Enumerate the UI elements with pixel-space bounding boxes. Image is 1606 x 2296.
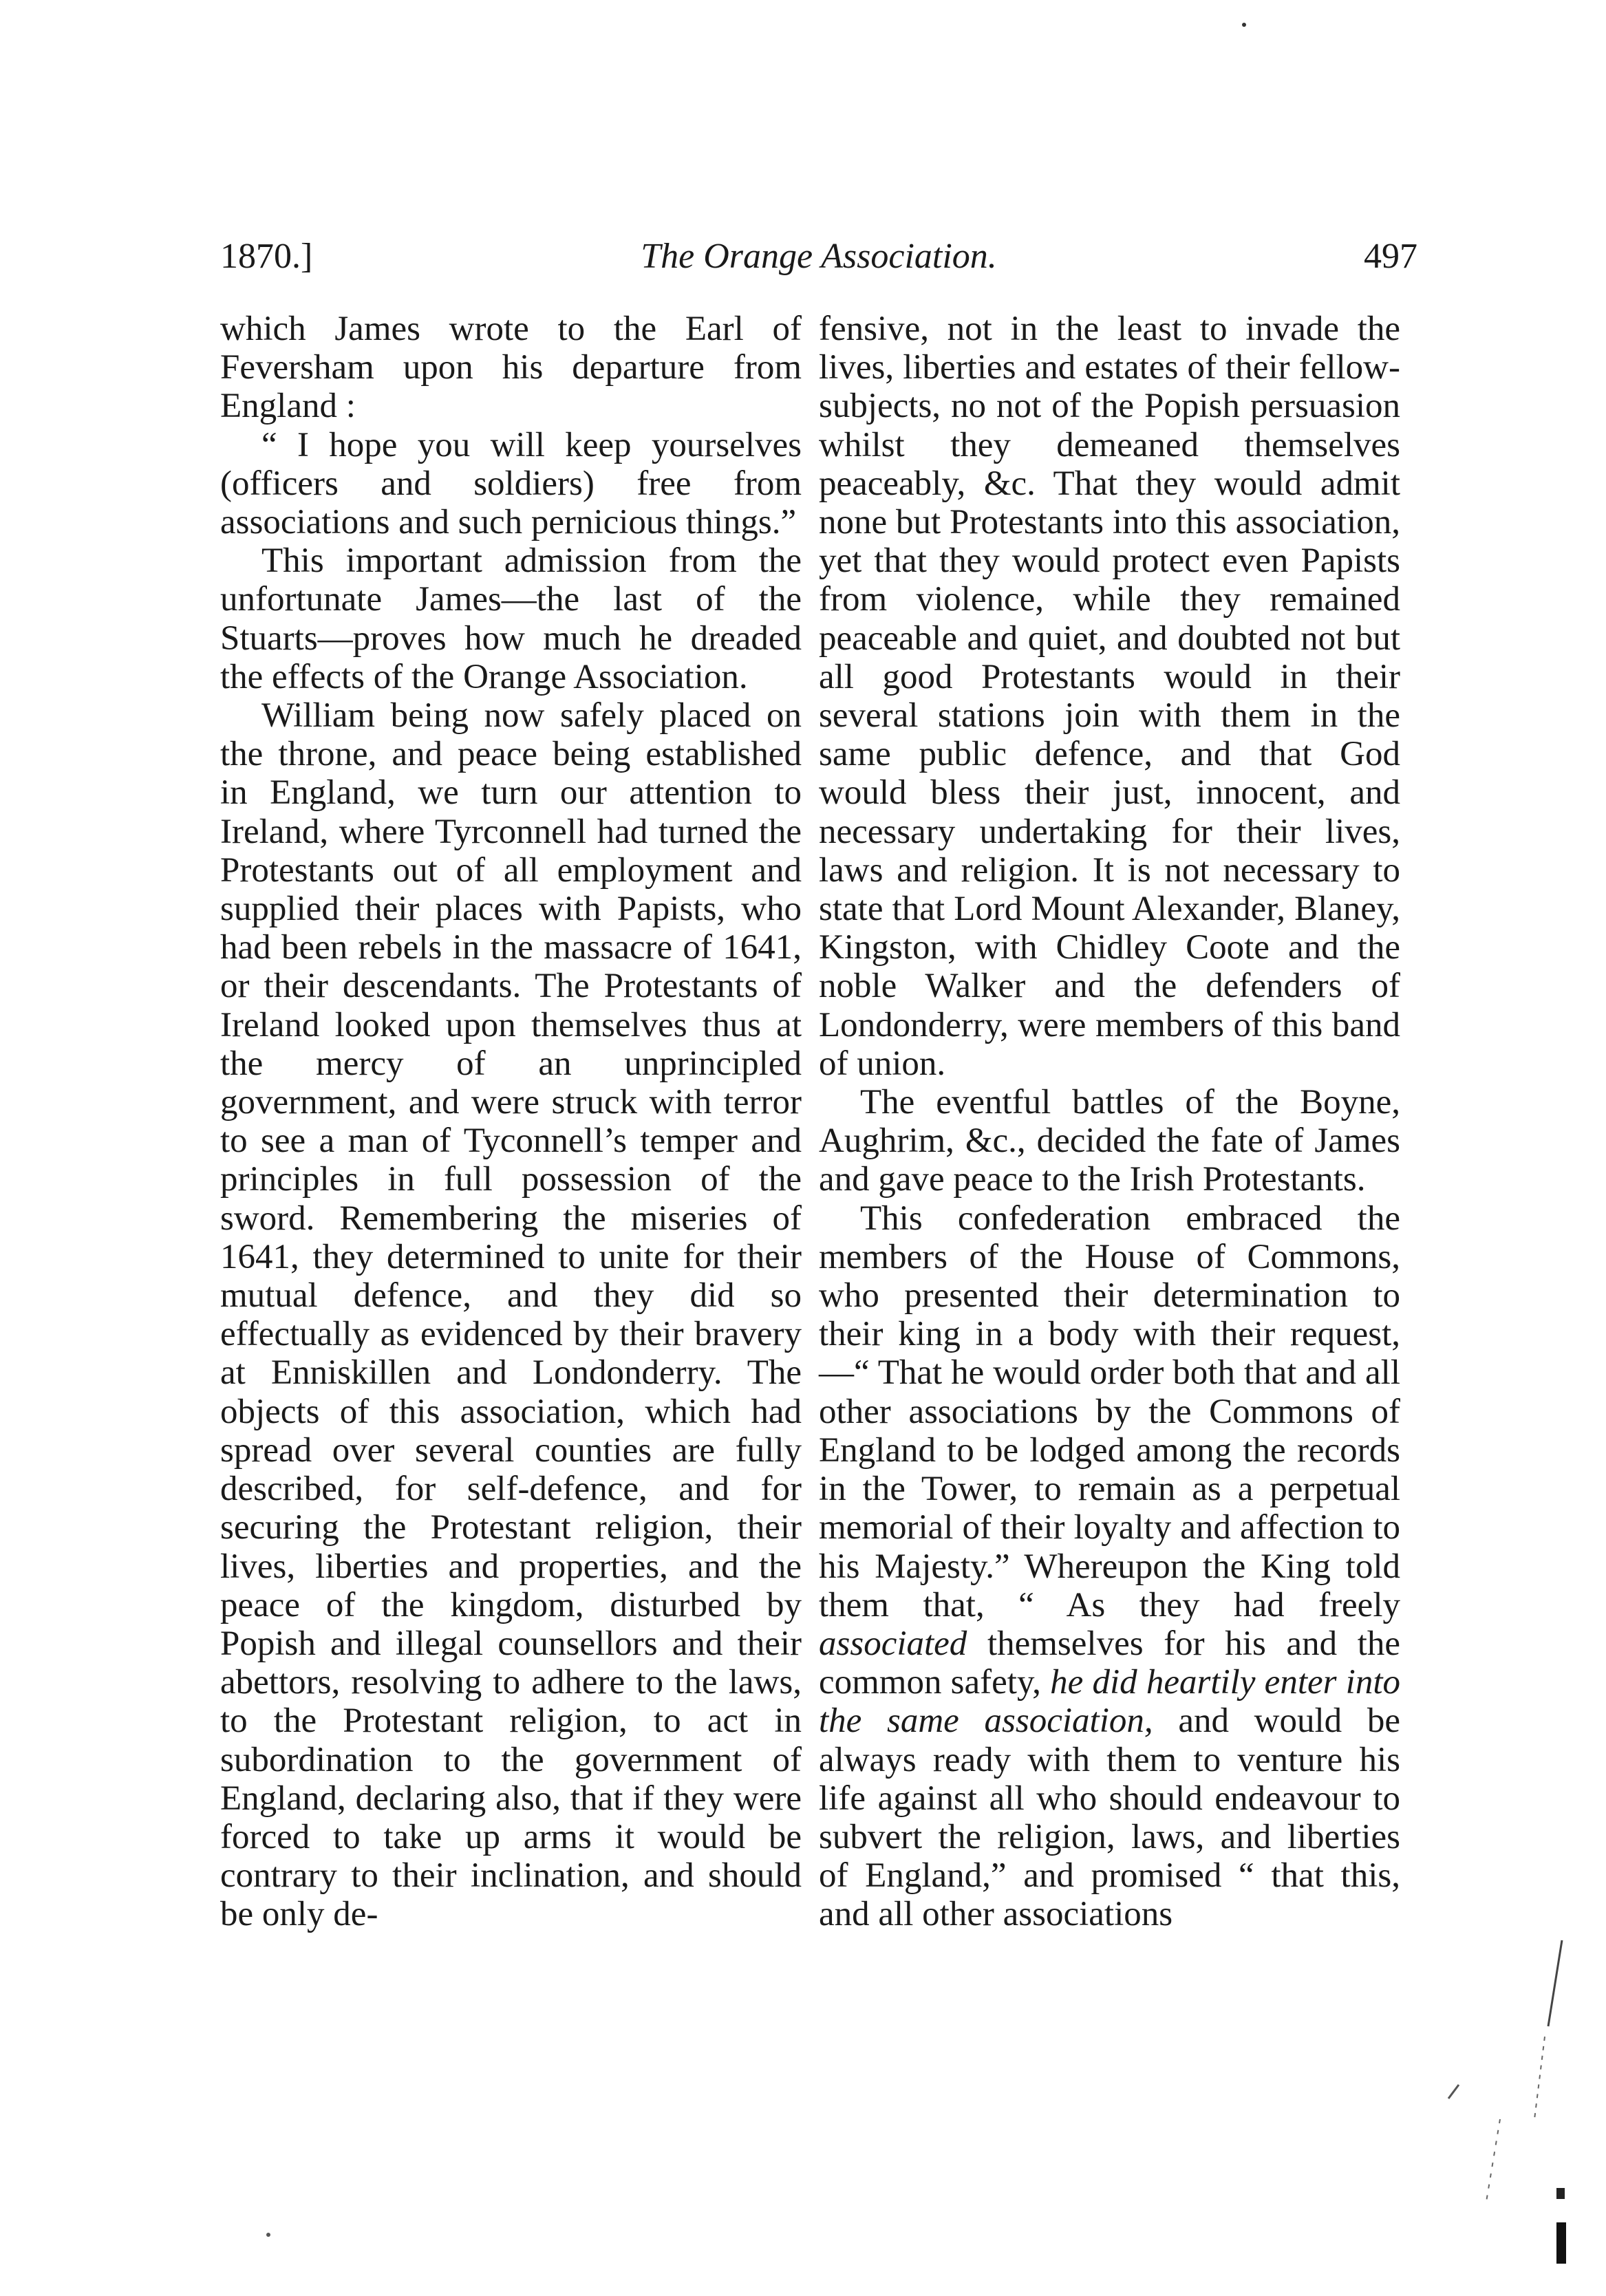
scan-blot — [1556, 2188, 1565, 2199]
right-paragraph-2: The eventful battles of the Boyne, Aughrim, &c., decided the fate of James and gave peace to the Irish Protestants. — [819, 1083, 1400, 1199]
scan-smudge — [1534, 2037, 1545, 2119]
left-paragraph-4: William being now safely placed on the throne, and peace being established in England, we turn our attention to Ireland, where Tyrconnell had turned the Protestants out of all employment and supplied their places with Papists, who had been rebels in the massacre of 1641, or their descendants. The Protestants of Ireland looked upon themselves thus at the mercy of an unprincipled government, and were struck with terror to see a man of Tyconnell’s temper and principles in full possession of the sword. Remembering the miseries of 1641, they determined to unite for their mutual defence, and they did so effectually as evidenced by their bravery at Enniskillen and Londonderry. The objects of this association, which had spread over several counties are fully described, for self-defence, and for securing the Protestant religion, their lives, liberties and properties, and the peace of the kingdom, disturbed by Popish and illegal counsellors and their abettors, resolving to adhere to the laws, to the Protestant religion, to act in subordination to the government of England, declaring also, that if they were forced to take up arms it would be contrary to their inclination, and should be only de- — [220, 696, 802, 1934]
page-number: 497 — [1364, 237, 1417, 276]
scan-speck — [1242, 23, 1246, 27]
scan-smudge — [1548, 1940, 1562, 2026]
left-paragraph-2-quotation: “ I hope you will keep yourselves (officers and soldiers) free from associations and such pernicious things.” — [220, 425, 802, 542]
scan-smudge — [1486, 2119, 1500, 2202]
right-paragraph-3-text-c: and would be always ready with them to venture his life against all who should endeavour to subvert the religion, laws, and liberties of England,” and promised “ that this, and all other associations — [819, 1702, 1400, 1934]
right-paragraph-3-italic-a: associated — [819, 1624, 967, 1663]
scan-speck — [266, 2233, 270, 2237]
scan-blot — [1556, 2222, 1566, 2264]
header-year: 1870.] — [220, 237, 313, 276]
left-paragraph-3: This important admission from the unfortunate James—the last of the Stuarts—proves how much he dreaded the effects of the Orange Association. — [220, 541, 802, 696]
right-paragraph-3-text-b: themselves for his and the common safety, — [819, 1624, 1401, 1702]
scan-smudge — [1448, 2085, 1459, 2099]
right-paragraph-3 — [819, 1199, 1400, 1934]
page-header — [220, 233, 1417, 281]
right-paragraph-3-italic-b: he did heartily enter into the same association, — [819, 1663, 1401, 1741]
left-paragraph-1: which James wrote to the Earl of Feversham upon his departure from England : — [220, 310, 802, 426]
right-paragraph-1: fensive, not in the least to invade the lives, liberties and estates of their fellow-subjects, no not of the Popish persuasion whilst they demeaned themselves peaceably, &c. That they would admit none but Protestants into this association, yet that they would protect even Papists from violence, while they remained peaceable and quiet, and doubted not but all good Protestants would in their several stations join with them in the same public defence, and that God would bless their just, innocent, and necessary undertaking for their lives, laws and religion. It is not necessary to state that Lord Mount Alexander, Blaney, Kingston, with Chidley Coote and the noble Walker and the defenders of Londonderry, were members of this band of union. — [819, 310, 1400, 1083]
running-title: The Orange Association. — [641, 237, 997, 276]
right-paragraph-3-text-a: This confederation embraced the members of the House of Commons, who presented their determination to their king in a body with their request,—“ That he would order both that and all other associations by the Commons of England to be lodged among the records in the Tower, to remain as a perpetual memorial of their loyalty and affection to his Majesty.” Whereupon the King told them that, “ As they had freely — [819, 1199, 1400, 1624]
left-column — [220, 310, 802, 1934]
right-column — [819, 310, 1400, 1934]
